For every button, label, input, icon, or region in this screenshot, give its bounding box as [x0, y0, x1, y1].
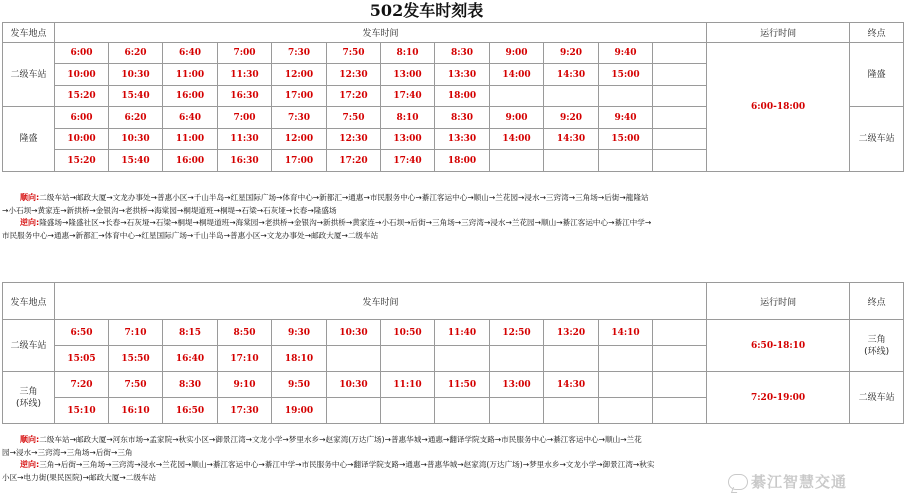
depart-time: 13:00	[381, 129, 435, 150]
depart-time: 15:00	[599, 129, 653, 150]
depart-time: 9:20	[544, 43, 599, 64]
depart-time: 16:50	[163, 398, 218, 424]
empty-cell	[653, 107, 707, 129]
empty-cell	[653, 43, 707, 64]
reverse-label: 逆向:	[20, 460, 40, 469]
depart-time: 16:00	[163, 150, 218, 172]
empty-cell	[435, 346, 490, 372]
header-dest: 终点	[850, 283, 904, 320]
depart-time: 14:30	[544, 372, 599, 398]
depart-time: 8:30	[435, 43, 490, 64]
dest-station: 二级车站	[850, 107, 904, 172]
empty-cell	[599, 150, 653, 172]
depart-time: 17:40	[381, 86, 435, 107]
header-run: 运行时间	[707, 283, 850, 320]
depart-time: 7:50	[327, 107, 381, 129]
route-stops: 隆盛场→隆盛社区→长春→石灰垭→石梁→桐堤→桐堤道班→海棠园→老拱桥→金银沟→新拱桥→黄家连→小石坝→后街→三角场→三窍湾→浸水→兰花园→顺山→綦江客运中心→綦江中学→	[39, 218, 652, 227]
empty-cell	[599, 346, 653, 372]
depart-time: 9:00	[490, 43, 544, 64]
depart-time: 16:30	[218, 86, 272, 107]
depart-time: 11:40	[435, 320, 490, 346]
empty-cell	[327, 346, 381, 372]
empty-cell	[544, 150, 599, 172]
empty-cell	[653, 372, 707, 398]
empty-cell	[653, 320, 707, 346]
empty-cell	[381, 346, 435, 372]
empty-cell	[599, 86, 653, 107]
empty-cell	[327, 398, 381, 424]
depart-time: 11:30	[218, 129, 272, 150]
depart-time: 7:00	[218, 107, 272, 129]
depart-time: 14:30	[544, 64, 599, 86]
timetable-1	[2, 22, 904, 172]
depart-time: 17:10	[218, 346, 272, 372]
depart-time: 15:05	[55, 346, 109, 372]
dest-station	[850, 320, 904, 372]
depart-time: 8:10	[381, 107, 435, 129]
depart-time: 8:10	[381, 43, 435, 64]
depart-time: 15:10	[55, 398, 109, 424]
empty-cell	[653, 64, 707, 86]
origin-station: 二级车站	[3, 43, 55, 107]
depart-time: 9:40	[599, 107, 653, 129]
route-description-2	[2, 434, 851, 484]
depart-time: 14:10	[599, 320, 653, 346]
depart-time: 19:00	[272, 398, 327, 424]
depart-time: 10:30	[109, 64, 163, 86]
route-description-1	[2, 192, 851, 242]
depart-time: 17:00	[272, 86, 327, 107]
depart-time: 7:30	[272, 107, 327, 129]
depart-time: 17:00	[272, 150, 327, 172]
depart-time: 8:30	[435, 107, 490, 129]
empty-cell	[653, 86, 707, 107]
watermark	[728, 471, 847, 492]
depart-time: 6:00	[55, 43, 109, 64]
empty-cell	[653, 346, 707, 372]
empty-cell	[599, 398, 653, 424]
route-forward-line	[2, 192, 851, 205]
header-run: 运行时间	[707, 23, 850, 43]
depart-time: 7:50	[109, 372, 163, 398]
origin-station: 隆盛	[3, 107, 55, 172]
depart-time: 8:15	[163, 320, 218, 346]
origin-station: 二级车站	[3, 320, 55, 372]
forward-label: 顺向:	[20, 193, 40, 202]
chat-bubble-icon	[728, 474, 748, 490]
empty-cell	[653, 129, 707, 150]
dest-name: 三角	[867, 334, 886, 345]
origin-note: (环线)	[15, 398, 42, 409]
depart-time: 6:20	[109, 107, 163, 129]
depart-time: 18:00	[435, 86, 490, 107]
empty-cell	[544, 398, 599, 424]
depart-time: 15:50	[109, 346, 163, 372]
depart-time: 9:30	[272, 320, 327, 346]
dest-station: 隆盛	[850, 43, 904, 107]
depart-time: 12:30	[327, 64, 381, 86]
header-depart: 发车时间	[55, 283, 707, 320]
depart-time: 10:00	[55, 64, 109, 86]
dest-note: (环线)	[864, 346, 890, 357]
run-time: 7:20-19:00	[707, 372, 850, 424]
empty-cell	[544, 86, 599, 107]
depart-time: 12:50	[490, 320, 544, 346]
run-time: 6:00-18:00	[707, 43, 850, 172]
empty-cell	[599, 372, 653, 398]
empty-cell	[490, 86, 544, 107]
header-origin: 发车地点	[3, 23, 55, 43]
depart-time: 7:00	[218, 43, 272, 64]
depart-time: 6:00	[55, 107, 109, 129]
depart-time: 13:00	[381, 64, 435, 86]
depart-time: 16:00	[163, 86, 218, 107]
depart-time: 13:30	[435, 64, 490, 86]
depart-time: 15:40	[109, 86, 163, 107]
depart-time: 7:30	[272, 43, 327, 64]
depart-time: 7:50	[327, 43, 381, 64]
depart-time: 10:30	[327, 320, 381, 346]
page-title: 502发车时刻表	[369, 1, 484, 20]
depart-time: 11:50	[435, 372, 490, 398]
depart-time: 18:10	[272, 346, 327, 372]
depart-time: 14:00	[490, 129, 544, 150]
depart-time: 15:20	[55, 86, 109, 107]
route-stops: 三角→后街→三角场→三窍湾→浸水→兰花园→顺山→綦江客运中心→綦江中学→市民服务中心→翻译学院支路→通惠→普惠华城→赵家湾(万达广场)→梦里水乡→文龙小学→御景江湾→秋实	[39, 460, 655, 469]
depart-time: 17:30	[218, 398, 272, 424]
depart-time: 7:20	[55, 372, 109, 398]
route-stops: 二级车站→邮政大厦→文龙办事处→普惠小区→千山半岛→红星国际广场→体育中心→新都汇→通惠→市民服务中心→綦江客运中心→顺山→兰花园→浸水→三窍湾→三角场→后街→龍隆站	[39, 193, 649, 202]
depart-time: 13:20	[544, 320, 599, 346]
header-origin: 发车地点	[3, 283, 55, 320]
depart-time: 12:30	[327, 129, 381, 150]
depart-time: 17:20	[327, 150, 381, 172]
depart-time: 16:30	[218, 150, 272, 172]
depart-time: 11:00	[163, 129, 218, 150]
empty-cell	[490, 398, 544, 424]
depart-time: 11:00	[163, 64, 218, 86]
route-stops-cont: 市民服务中心→通惠→新都汇→体育中心→红星国际广场→千山半岛→普惠小区→文龙办事处→邮政大厦→二级车站	[2, 230, 379, 240]
depart-time: 9:00	[490, 107, 544, 129]
depart-time: 9:40	[599, 43, 653, 64]
depart-time: 16:10	[109, 398, 163, 424]
route-reverse-line	[2, 459, 851, 472]
watermark-text: 綦江智慧交通	[750, 473, 847, 491]
header-depart: 发车时间	[55, 23, 707, 43]
depart-time: 11:30	[218, 64, 272, 86]
depart-time: 7:10	[109, 320, 163, 346]
empty-cell	[435, 398, 490, 424]
depart-time: 15:20	[55, 150, 109, 172]
depart-time: 8:50	[218, 320, 272, 346]
depart-time: 17:20	[327, 86, 381, 107]
depart-time: 12:00	[272, 64, 327, 86]
run-time: 6:50-18:10	[707, 320, 850, 372]
depart-time: 17:40	[381, 150, 435, 172]
route-stops-cont: 园→浸水→三窍湾→三角场→后街→三角	[2, 447, 133, 457]
empty-cell	[490, 346, 544, 372]
depart-time: 14:00	[490, 64, 544, 86]
depart-time: 18:00	[435, 150, 490, 172]
depart-time: 10:30	[327, 372, 381, 398]
depart-time: 10:50	[381, 320, 435, 346]
empty-cell	[544, 346, 599, 372]
route-reverse-line	[2, 217, 851, 230]
depart-time: 9:50	[272, 372, 327, 398]
route-stops-cont: →小石坝→黄家连→新拱桥→金银沟→老拱桥→海棠园→桐堤道班→桐堤→石梁→石灰垭→长春→隆盛场	[2, 205, 337, 215]
depart-time: 13:00	[490, 372, 544, 398]
reverse-label: 逆向:	[20, 218, 40, 227]
depart-time: 6:40	[163, 43, 218, 64]
depart-time: 10:30	[109, 129, 163, 150]
empty-cell	[381, 398, 435, 424]
empty-cell	[653, 398, 707, 424]
route-forward-line	[2, 434, 851, 447]
dest-station: 二级车站	[850, 372, 904, 424]
depart-time: 12:00	[272, 129, 327, 150]
depart-time: 9:20	[544, 107, 599, 129]
depart-time: 6:40	[163, 107, 218, 129]
route-stops-cont: 小区→电力街(果民医院)→邮政大厦→二级车站	[2, 472, 157, 482]
empty-cell	[490, 150, 544, 172]
depart-time: 13:30	[435, 129, 490, 150]
depart-time: 6:50	[55, 320, 109, 346]
depart-time: 10:00	[55, 129, 109, 150]
origin-station	[3, 372, 55, 424]
depart-time: 8:30	[163, 372, 218, 398]
depart-time: 15:40	[109, 150, 163, 172]
depart-time: 11:10	[381, 372, 435, 398]
depart-time: 6:20	[109, 43, 163, 64]
timetable-2	[2, 282, 904, 424]
depart-time: 14:30	[544, 129, 599, 150]
origin-name: 三角	[19, 386, 38, 397]
depart-time: 15:00	[599, 64, 653, 86]
route-stops: 二级车站→邮政大厦→河东市场→孟家院→秋实小区→御景江湾→文龙小学→梦里水乡→赵家湾(万达广场)→普惠华城→通惠→翻译学院支路→市民服务中心→綦江客运中心→顺山→兰花	[39, 435, 642, 444]
forward-label: 顺向:	[20, 435, 40, 444]
depart-time: 9:10	[218, 372, 272, 398]
header-dest: 终点	[850, 23, 904, 43]
empty-cell	[653, 150, 707, 172]
depart-time: 16:40	[163, 346, 218, 372]
